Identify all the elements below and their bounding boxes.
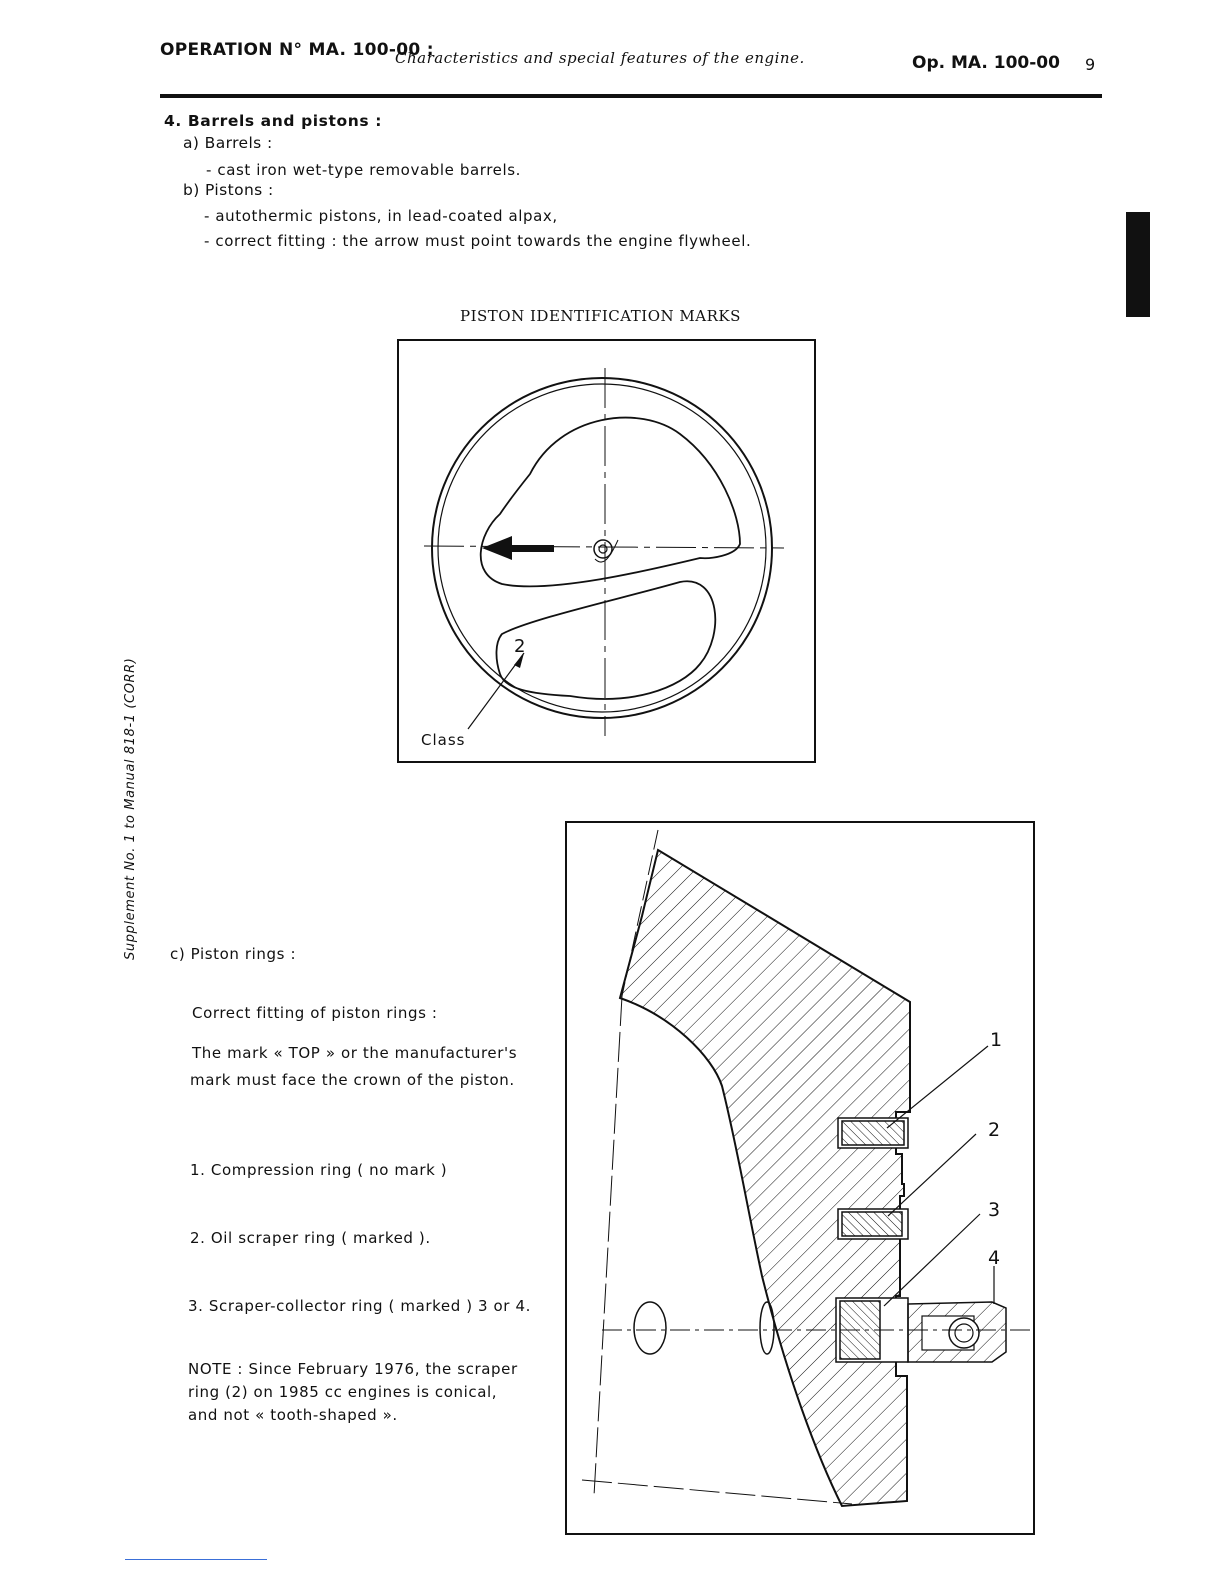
ring-item-3: 3. Scraper-collector ring ( marked ) 3 or 4.	[188, 1297, 531, 1315]
note-line-1: NOTE : Since February 1976, the scraper	[188, 1360, 518, 1378]
pistons-item-2: - correct fitting : the arrow must point towards the engine flywheel.	[204, 232, 752, 250]
supplement-side-note: Supplement No. 1 to Manual 818-1 (CORR)	[123, 657, 138, 960]
fitting-title: Correct fitting of piston rings :	[192, 1004, 438, 1022]
pistons-heading: b) Pistons :	[183, 181, 274, 199]
mark-line-2: mark must face the crown of the piston.	[190, 1071, 515, 1089]
figure2-label-1: 1	[990, 1029, 1003, 1051]
section-title: 4. Barrels and pistons :	[164, 112, 383, 130]
figure1-label-2: 2	[514, 636, 526, 657]
piston-ring-section-figure	[562, 816, 1040, 1540]
piston-rings-heading: c) Piston rings :	[170, 945, 297, 963]
page-number: 9	[1085, 55, 1096, 74]
class-label: Class	[421, 731, 466, 749]
operation-number: OPERATION N° MA. 100-00 :	[160, 40, 434, 60]
figure2-label-2: 2	[988, 1119, 1001, 1141]
footer-link-underline	[125, 1559, 267, 1560]
ring-item-1: 1. Compression ring ( no mark )	[190, 1161, 448, 1179]
figure2-label-4: 4	[988, 1247, 1001, 1269]
note-line-3: and not « tooth-shaped ».	[188, 1406, 398, 1424]
figure-caption: PISTON IDENTIFICATION MARKS	[460, 307, 741, 325]
mark-line-1: The mark « TOP » or the manufacturer's	[192, 1044, 518, 1062]
piston-identification-figure	[390, 334, 820, 768]
pistons-item-1: - autothermic pistons, in lead-coated alpax,	[204, 207, 558, 225]
operation-reference: Op. MA. 100-00	[912, 53, 1060, 73]
barrels-item: - cast iron wet-type removable barrels.	[206, 161, 522, 179]
ring-item-2: 2. Oil scraper ring ( marked ).	[190, 1229, 431, 1247]
margin-marker-bar	[1126, 212, 1150, 317]
operation-title: Characteristics and special features of the engine.	[395, 49, 805, 67]
header-rule	[160, 94, 1102, 98]
figure2-label-3: 3	[988, 1199, 1001, 1221]
barrels-heading: a) Barrels :	[183, 134, 273, 152]
note-line-2: ring (2) on 1985 cc engines is conical,	[188, 1383, 498, 1401]
